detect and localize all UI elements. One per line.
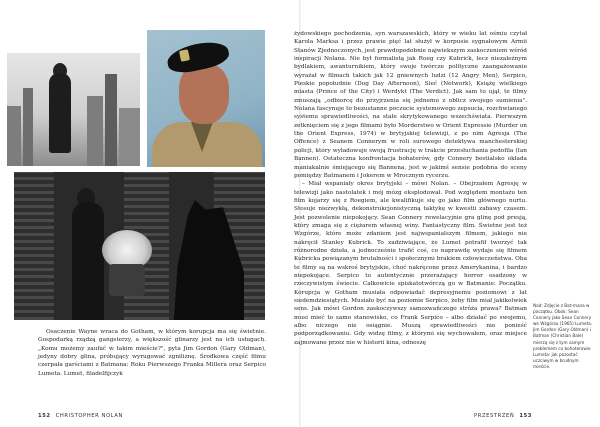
photo-sean-connery-portrait	[147, 30, 265, 167]
photo-gordon-and-batman-rooftop	[14, 172, 265, 320]
photo-batman-city-skyline	[7, 53, 140, 166]
left-page-footer	[38, 413, 128, 419]
running-head: PRZESTRZEŃ	[474, 413, 515, 419]
running-head: CHRISTOPHER NOLAN	[55, 413, 124, 419]
page-number: 152	[38, 413, 51, 419]
page-number: 153	[519, 413, 532, 419]
paragraph: żydowskiego pochodzenia, syn warszawskich, który w wieku lat ośmiu czytał Karola Marksa i przez prawie pięć lat służył w korpusie sygnałowym Armii Stanów Zjednoczonych, jest prawdopodobnie najwiekszym zaskoczeniem wśród inspiracji Nolana. Nie był formalistą jak Roeg czy Kubrick, lecz niezależnym bydlakiem, awanturnikiem, który swoje twórcze polityczne zaangażowanie wyrażał w filmach takich jak 12 gniewnych ludzi (12 Angry Men), Serpico, Pieskie popołudnie (Dog Day Afternoon), Sieć (Network), Książę wielkiego miasta (Prince of the City) i Werdykt (The Verdict). Jak sam to ujął, te filmy zmuszają „odbiorcę do przyjrzenia się jednemu z oblicz swojego sumienia". Nolana fascynuje to bezustanne poczucie systemowego zepsucia, rozchwianego systemu sprawiedliwości, na stałe skrytykowanego wszechświata. Pierwszym zetknięciem się z jego filmami było Morderstwo w Orient Expressie (Murder on the Orient Express, 1974) w brytyjskiej telewizji, z po nim Agresja (The Offence) z Seanem Connerym w roli surowego detektywa manchesterskiej policji, który wyładowuje swoją frustrację w trakcie przesłuchania pedofila (Ian Bannen). Ostateczna konfrontacja bohaterów, gdy Connery bestialsko okłada maniakalnie śmiejącego się Bannena, jest w jakimś sensie podobna do sceny pomiędzy Batmanem i Jokerem w Mrocznym rycerzu.	[294, 31, 527, 179]
left-page-body-text: Osaczenie Wayne wraca do Gotham, w którym korupcja ma się świetnie. Gospodarką rządzą gangsterzy, a większość glinarzy jest na ich usługach. „Komu możemy zaufać w takim mieście?", pyta Jim Gordon (Gary Oldman), jedyny dobry glina, próbujący wyrugować zgniliznę. Środkowa część filmu czerpała garściami z Batmana: Roku Pierwszego Franka Millera oraz Serpico Lumeta. Lumet, filadelfijczyk	[38, 329, 266, 377]
paragraph: – Miał wspaniały okres brytyjski – mówi Nolan. – Obejrzałem Agresję w telewizji jako nastolatek i mój mózg eksplodował. Pod względem montażu ten film kojarzy się z Roegiem, ale kwalifikuje się go jako film głównego nurtu. Stosuje niezwykłą, dekonstrukcjonistyczną taktykę w kwestii zabawy czasem. Jest pozwolenie niepokojący. Sean Connery rewelacyjnie gra glinę pod presją, który zmaga się z ciężarem własnej winy. Fantastyczny film. Świetne jest też Wzgórze, które może zdaniem jest najwspanialszym filmem, jakiego nie nakręcił Stanley Kubrick. To zadziwiające, że Lumet potrafił tworzyć tak różnorodne dzieła, a jednocześnie trafić coś, co naprawdę wydaje się filmem Kubricka powiązanym brutalności i społecznymi brakiem człowieczeństwa. Oba te filmy są na wskroś brytyjskie, choć nakręcone przez Amerykanina, i bardzo niepokojące. Serpico to autentycznie przerażający horror osadzony w rzeczywistym świecie. Całkowicie spiskatotwórczą go w Batmanie: Początku. Korupcja w Gotham musiała odpowiadać depresyjnemu poziomowi z lat siedemdziesiątych. Musiało być na poziomie Serpico, żeby film miał jakikolwiek sens. Jak mówi Gordon zaskoczywszy samozwańczego stróża prawa? Batman musi mieć to samo stanowisko, co Frank Serpico – albo działać po swojemu, albo niczego nie osiągnie. Muszą sprawiedliwości nie ponieść podporządkowaniu. Gdy widzę filmy, z którymi się wychowałem, oraz miejsce zajmowane przez nie w historii kina, odnoszę	[294, 181, 527, 346]
photo-caption: Nad: Zdjęcie z Bat-mana w początku. Obok: Sean Connery jako Sean Connery we Wzgórzu (1965) Lumeta. Jim Gordon (Gary Oldman) i Batman (Christian Bale) mierzą się z tym samym problemem co bohaterowie Lumeta: jak pozostać uczciwym w brudnym mieście.	[533, 303, 593, 369]
right-page-body-text	[294, 30, 527, 347]
right-page-footer	[469, 413, 532, 419]
